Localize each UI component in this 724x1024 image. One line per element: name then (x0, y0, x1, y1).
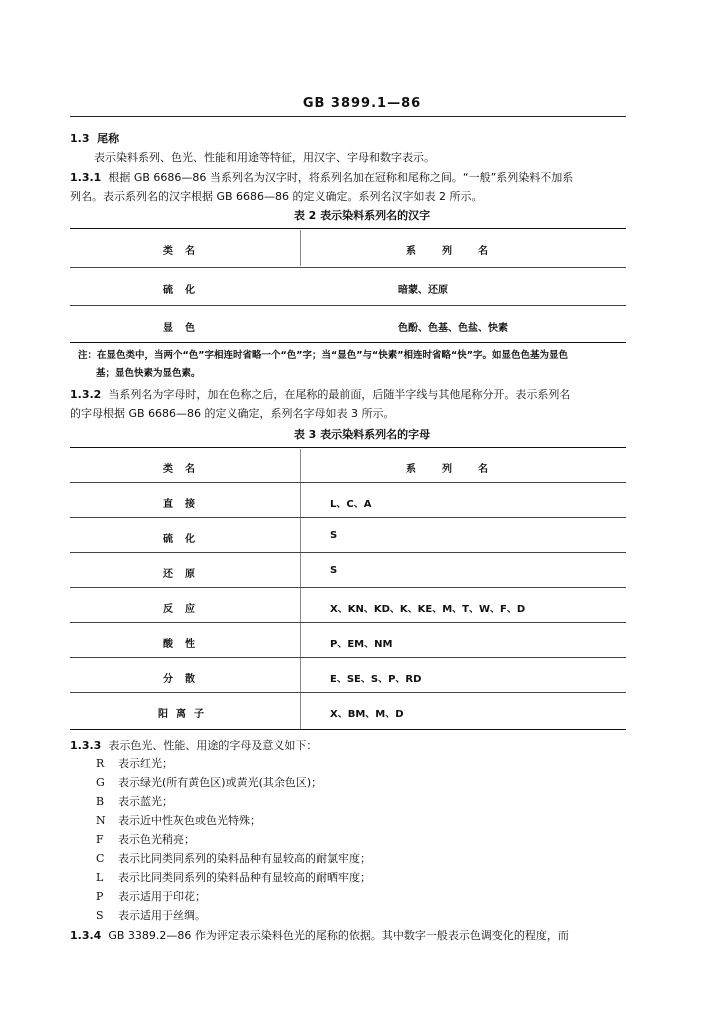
item-text: 表示色光稍亮； (118, 833, 195, 846)
item-text: 表示适用于印花； (118, 890, 206, 903)
table3-bottom-rule (70, 729, 626, 730)
table2-header-category: 类名 (163, 246, 207, 257)
item-letter: S (96, 909, 104, 922)
item-text: 表示适用于丝绸。 (118, 909, 206, 922)
table3-row3-category: 还原 (163, 569, 207, 580)
section-1-3-2-text1: 当系列名为字母时，加在色称之后，在尾称的最前面，后随半字线与其他尾称分开。表示系列名 (108, 388, 571, 401)
item-text: 表示绿光(所有黄色区)或黄光(其余色区)； (118, 776, 323, 789)
section-1-3-1-line1 (70, 171, 573, 185)
table3-caption: 表 3 表示染料系列名的字母 (293, 428, 431, 441)
list-item (96, 776, 322, 790)
table3-column-divider (300, 449, 301, 729)
item-text: 表示近中性灰色或色光特殊； (118, 814, 261, 827)
table3-row2-category: 硫化 (163, 534, 207, 545)
item-text: 表示比同类同系列的染料品种有显较高的耐氯牢度； (118, 852, 371, 865)
table2-row-rule (70, 305, 626, 306)
table3-header-series: 系列名 (406, 464, 514, 475)
section-1-3-number: 1.3 (70, 132, 90, 145)
item-letter: N (96, 814, 106, 827)
table3-row3-series: S (330, 565, 338, 576)
section-1-3-1-number: 1.3.1 (70, 171, 102, 184)
list-item (96, 757, 173, 771)
table2-header-rule (70, 267, 626, 268)
list-item (96, 852, 371, 866)
list-item (96, 795, 173, 809)
list-item (96, 814, 261, 828)
table3-row1-series: L、C、A (330, 499, 372, 510)
section-1-3-title: 尾称 (97, 132, 120, 145)
item-letter: P (96, 890, 104, 903)
item-letter: G (96, 776, 105, 789)
section-1-3-heading (70, 132, 119, 146)
section-1-3-3-heading (70, 739, 317, 753)
table2-header-series: 系列名 (406, 246, 514, 257)
table2-header-divider (300, 230, 301, 266)
table2-note-line1: 注：在显色类中，当两个“色”字相连时省略一个“色”字；当“显色”与“快素”相连时省略“快”字。如显色色基为显色 (78, 350, 568, 361)
section-1-3-3-number: 1.3.3 (70, 739, 102, 752)
table2-caption: 表 2 表示染料系列名的汉字 (293, 209, 431, 222)
table3-row4-category: 反应 (163, 604, 207, 615)
table2-top-rule (70, 228, 626, 229)
table2-row1-category: 硫化 (163, 285, 207, 296)
table3-row-rule (70, 517, 626, 518)
list-item (96, 833, 195, 847)
table3-row-rule (70, 622, 626, 623)
item-text: 表示比同类同系列的染料品种有显较高的耐晒牢度； (118, 871, 371, 884)
table3-top-rule (70, 447, 626, 448)
table3 (70, 447, 626, 733)
section-1-3-3-intro: 表示色光、性能、用途的字母及意义如下： (108, 739, 318, 752)
table3-row5-series: P、EM、NM (330, 639, 393, 650)
table3-row4-series: X、KN、KD、K、KE、M、T、W、F、D (330, 604, 526, 615)
item-text: 表示蓝光； (118, 795, 173, 808)
table3-row2-series: S (330, 530, 338, 541)
item-letter: C (96, 852, 105, 865)
table2-row2-category: 显色 (163, 323, 207, 334)
table2-note-line2: 基；显色快素为显色素。 (96, 368, 201, 379)
section-1-3-2-line1 (70, 388, 570, 402)
item-letter: B (96, 795, 105, 808)
list-item (96, 890, 206, 904)
section-1-3-intro: 表示染料系列、色光、性能和用途等特征，用汉字、字母和数字表示。 (94, 151, 435, 164)
table2 (70, 228, 626, 340)
table3-row-rule (70, 587, 626, 588)
section-1-3-1-text1: 根据 GB 6686—86 当系列名为汉字时，将系列名加在冠称和尾称之间。“一般”系列染料不加系 (108, 171, 574, 184)
table3-header-category: 类名 (163, 464, 207, 475)
item-letter: L (96, 871, 104, 884)
section-1-3-2-line2: 的字母根据 GB 6686—86 的定义确定，系列名字母如表 3 所示。 (70, 407, 395, 420)
header-rule (70, 116, 626, 117)
table3-row-rule (70, 657, 626, 658)
table3-row-rule (70, 692, 626, 693)
section-1-3-4-line1 (70, 929, 569, 943)
table3-row1-category: 直接 (163, 499, 207, 510)
section-1-3-4-text1: GB 3389.2—86 作为评定表示染料色光的尾称的依据。其中数字一般表示色调变化的程度，而 (108, 929, 569, 942)
table3-row5-category: 酸性 (163, 639, 207, 650)
list-item (96, 871, 371, 885)
table3-row-rule (70, 552, 626, 553)
table3-row7-category: 阳离子 (158, 709, 212, 720)
table2-bottom-rule (70, 342, 626, 343)
table2-row1-series: 暗蒙、还原 (398, 285, 448, 296)
item-letter: F (96, 833, 104, 846)
table3-row6-series: E、SE、S、P、RD (330, 674, 422, 685)
list-item (96, 909, 206, 923)
table2-row2-series: 色酚、色基、色盐、快素 (398, 323, 508, 334)
item-text: 表示红光； (118, 757, 173, 770)
item-letter: R (96, 757, 105, 770)
section-1-3-4-number: 1.3.4 (70, 929, 102, 942)
table3-header-rule (70, 482, 626, 483)
table3-row7-series: X、BM、M、D (330, 709, 404, 720)
table3-row6-category: 分散 (163, 674, 207, 685)
standard-number-header: GB 3899.1—86 (302, 96, 422, 111)
section-1-3-2-number: 1.3.2 (70, 388, 102, 401)
section-1-3-1-line2: 列名。表示系列名的汉字根据 GB 6686—86 的定义确定。系列名汉字如表 2 所示。 (70, 190, 483, 203)
